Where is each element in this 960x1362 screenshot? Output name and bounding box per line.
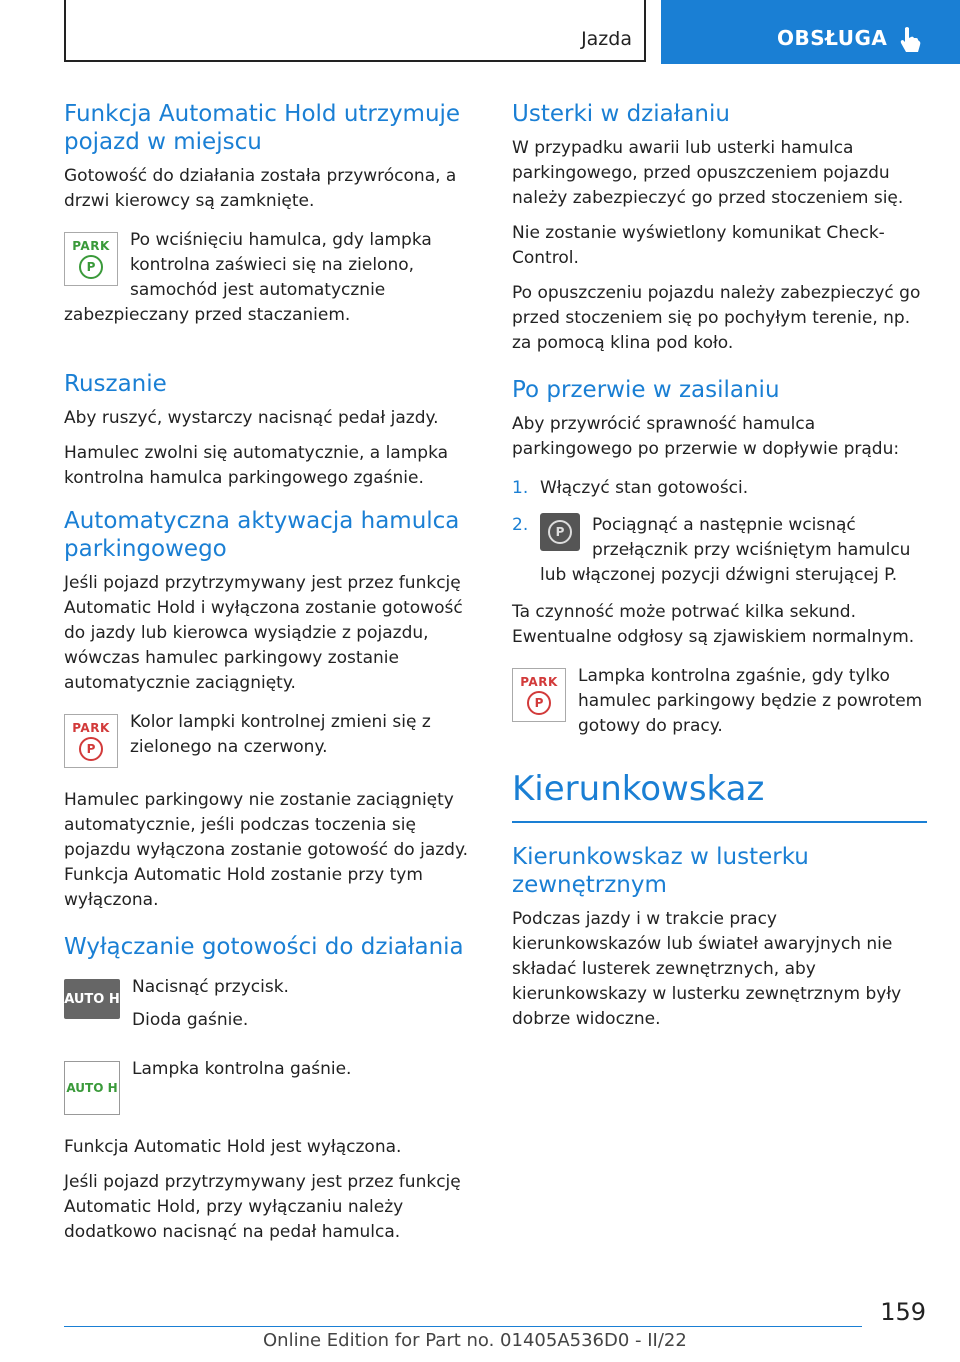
paragraph: Dioda gaśnie. [132, 1010, 249, 1030]
section-label: Jazda [581, 28, 632, 50]
heading-switch-off: Wyłączanie gotowości do działania [64, 934, 464, 960]
heading-malfunction: Usterki w działaniu [512, 101, 730, 127]
paragraph: Nie zostanie wyświetlony komunikat Check-Control. [512, 223, 885, 268]
park-red-block-2 [512, 664, 927, 747]
left-column [64, 100, 479, 1255]
header-frame [64, 0, 646, 62]
heading-mirror-indicator: Kierunkowskaz w lusterku zewnętrznym [512, 844, 809, 898]
steps-list [512, 476, 927, 588]
auto-h-button-icon: AUTO H [64, 979, 120, 1019]
park-lamp-green-icon: PARK P [64, 232, 118, 286]
heading-automatic-hold: Funkcja Automatic Hold utrzymuje pojazd w miejscu [64, 101, 461, 155]
park-lamp-red-icon: PARK P [512, 668, 566, 722]
paragraph: W przypadku awarii lub usterki hamulca parkingowego, przed opuszczeniem pojazdu należy zabezpieczyć go przed stoczeniem się. [512, 138, 904, 208]
paragraph: Kolor lampki kontrolnej zmieni się z zielonego na czerwony. [130, 712, 431, 757]
park-green-block [64, 228, 479, 336]
chapter-tab-label: OBSŁUGA [777, 26, 888, 50]
list-item: 1. Włączyć stan gotowości. [512, 478, 749, 498]
paragraph: Po wciśnięciu hamulca, gdy lampka kontrolna zaświeci się na zielono, samochód jest automatycznie zabezpieczany przed staczaniem. [64, 230, 432, 325]
paragraph: Lampka kontrolna zgaśnie, gdy tylko hamulec parkingowy będzie z powrotem gotowy do pracy. [578, 666, 923, 736]
park-red-block [64, 710, 479, 772]
heading-ruszanie: Ruszanie [64, 371, 167, 397]
heading-auto-activation: Automatyczna aktywacja hamulca parkingowego [64, 508, 460, 562]
chapter-heading: Kierunkowskaz [512, 769, 765, 809]
autoh-lamp-block [64, 1057, 479, 1119]
footer-edition: Online Edition for Part no. 01405A536D0 - II/22 [263, 1330, 687, 1351]
autoh-button-block [64, 975, 479, 1041]
paragraph: Lampka kontrolna gaśnie. [132, 1059, 352, 1079]
paragraph: Po opuszczeniu pojazdu należy zabezpieczyć go przed stoczeniem się po pochyłym terenie, np. za pomocą klina pod koło. [512, 283, 921, 353]
paragraph: Aby przywrócić sprawność hamulca parkingowego po przerwie w dopływie prądu: [512, 414, 900, 459]
auto-h-lamp-icon: AUTO H [64, 1061, 120, 1115]
chapter-rule [512, 821, 927, 823]
paragraph: Jeśli pojazd przytrzymywany jest przez funkcję Automatic Hold, przy wyłączaniu należy dodatkowo nacisnąć na pedał hamulca. [64, 1172, 461, 1242]
footer-rule [64, 1326, 862, 1327]
paragraph: Aby ruszyć, wystarczy nacisnąć pedał jazdy. [64, 408, 439, 428]
list-item: 2. P Pociągnąć a następnie wcisnąć przełącznik przy wciśniętym hamulcu lub włączonej pozycji dźwigni sterującej P. [512, 515, 911, 585]
paragraph: Ta czynność może potrwać kilka sekund. Ewentualne odgłosy są zjawiskiem normalnym. [512, 602, 915, 647]
page-number: 159 [880, 1298, 926, 1326]
paragraph: Gotowość do działania została przywrócona, a drzwi kierowcy są zamknięte. [64, 166, 457, 211]
paragraph: Podczas jazdy i w trakcie pracy kierunkowskazów lub świateł awaryjnych nie składać lusterek zewnętrznych, aby kierunkowskazy w lusterku zewnętrznym były dobrze widoczne. [512, 909, 902, 1029]
chapter-tab[interactable] [661, 0, 960, 64]
paragraph: Hamulec parkingowy nie zostanie zaciągnięty automatycznie, jeśli podczas toczenia się pojazdu wyłączona zostanie gotowość do jazdy. Funkcja Automatic Hold zostanie przy tym wyłączona. [64, 790, 468, 910]
parking-brake-switch-icon: P [540, 513, 580, 551]
right-column [512, 100, 927, 1042]
park-lamp-red-icon: PARK P [64, 714, 118, 768]
paragraph: Funkcja Automatic Hold jest wyłączona. [64, 1137, 402, 1157]
heading-power-interruption: Po przerwie w zasilaniu [512, 377, 780, 403]
paragraph: Jeśli pojazd przytrzymywany jest przez funkcję Automatic Hold i wyłączona zostanie gotowość do jazdy lub kierowca wysiądzie z pojazdu, wówczas hamulec parkingowy zostanie automatycznie zaciągnięty. [64, 573, 463, 693]
pointing-hand-icon [899, 26, 921, 54]
paragraph: Hamulec zwolni się automatycznie, a lampka kontrolna hamulca parkingowego zgaśnie. [64, 443, 449, 488]
paragraph: Nacisnąć przycisk. [132, 977, 289, 997]
